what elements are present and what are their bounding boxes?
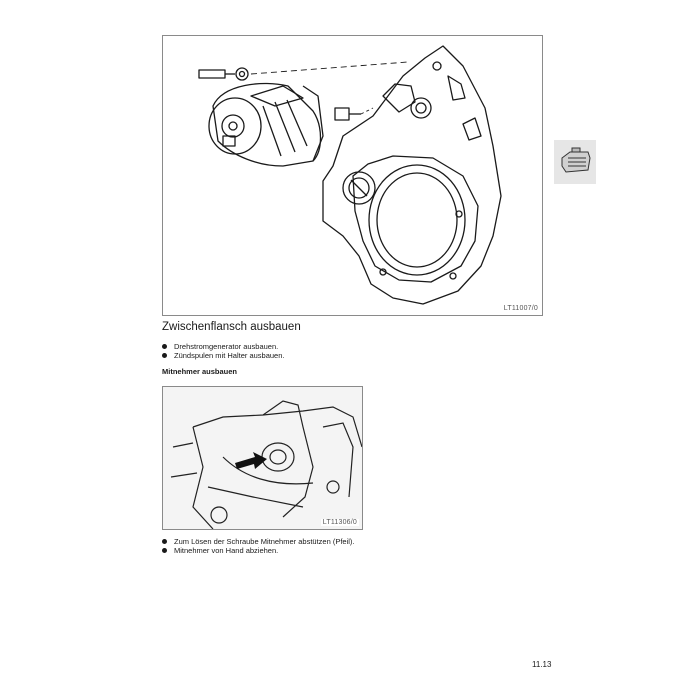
list-item: Zündspulen mit Halter ausbauen. — [162, 351, 284, 360]
figure-code: LT11306/0 — [322, 519, 357, 526]
figure-alternator-flange — [162, 35, 543, 316]
list-item: Zum Lösen der Schraube Mitnehmer abstützen (Pfeil). — [162, 537, 372, 546]
list-item: Drehstromgenerator ausbauen. — [162, 342, 284, 351]
chapter-tab — [554, 140, 596, 184]
list-item: Mitnehmer von Hand abziehen. — [162, 546, 372, 555]
figure-code: LT11007/0 — [503, 305, 538, 312]
engine-icon — [554, 140, 596, 184]
page-number: 11.13 — [532, 660, 552, 669]
subsection-title: Mitnehmer ausbauen — [162, 367, 238, 376]
bullet-list-flange — [162, 342, 284, 360]
bullet-list-driver — [162, 537, 372, 555]
figure-driver — [162, 386, 363, 530]
alternator-flange-drawing — [163, 36, 542, 315]
section-title: Zwischenflansch ausbauen — [162, 321, 301, 333]
driver-photo-drawing — [163, 387, 362, 529]
